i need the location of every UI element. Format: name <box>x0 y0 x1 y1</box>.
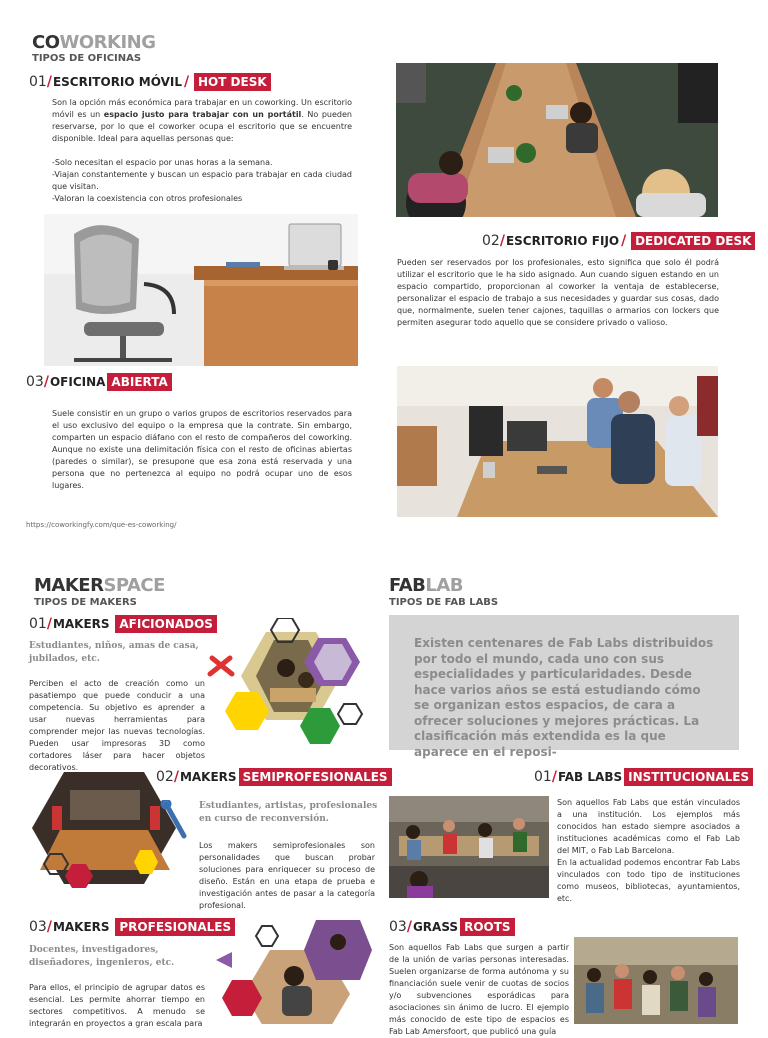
profesionales-description: Para ellos, el principio de agrupar datos es esencial. Les permite ahorrar tiempo en sectores competitivos. A menudo se integrarán en proyectos a gran escala para <box>29 983 205 1028</box>
section-institucionales-heading: 01 / FAB LABS INSTITUCIONALES <box>534 768 753 786</box>
aficionados-tag: AFICIONADOS <box>115 615 217 633</box>
hot-desk-tag: HOT DESK <box>194 73 271 91</box>
section-profesionales-heading: 03 / MAKERS PROFESIONALES <box>29 918 235 936</box>
fablab-intro-text: Existen centenares de Fab Labs distribuidos por todo el mundo, cada uno con sus especialidades y particularidades. Desde hace varios años se está estudiando cómo se organizan estos espacios, de cara a ofrecer soluciones y mejores prácticas. La clasificación más extendida es la que aparece en el reposi- <box>414 636 714 759</box>
bullet-item: -Viajan constantemente y buscan un espacio para trabajar en cada ciudad que visitan. <box>52 170 352 191</box>
open-office-description: Suele consistir en un grupo o varios grupos de escritorios reservados para el uso exclusivo del equipo o la empresa que la contrate. Sin embargo, comparten un espacio diáfano con el resto de compañeros del coworking. Aunque no existe una delimitación física con el resto de oficinas abiertas (paredes o similar), se presupone que esa zona está reservada y una persona que no pertenezca al equipo no podrá ocupar uno de esos lugares. <box>52 409 352 490</box>
coworking-brand: COWORKING <box>32 32 156 53</box>
aficionados-lead: Estudiantes, niños, amas de casa, jubilados, etc. <box>29 641 199 664</box>
semiprofesionales-tag: SEMIPROFESIONALES <box>239 768 392 786</box>
section-open-office-heading: 03 / OFICINA ABIERTA <box>26 373 172 391</box>
semiprofesionales-description: Los makers semiprofesionales son personalidades que buscan probar soluciones para enriquecer su proceso de diseño. Están en una etapa de prueba e investigación antes de pasar a la categoría profesional. <box>199 841 375 910</box>
institucionales-description: Son aquellos Fab Labs que están vinculados a una institución. Los ejemplos más conocidos han estado siempre asociados a instituciones académicas como el Fab Lab del MIT, o Fab Lab Barcelona. En la actualidad podemos encontrar Fab Labs vinculados con todo tipo de instituciones como museos, bibliotecas, ayuntamientos, etc. <box>557 798 740 903</box>
dedicated-desk-tag: DEDICATED DESK <box>631 232 755 250</box>
dedicated-desk-description: Pueden ser reservados por los profesionales, esto significa que solo él podrá utilizar el escritorio que le ha sido asignado. Aun cuando siguen estando en un espacio compartido, proporcionan al coworker la ventaja de establecerse, personalizar el espacio de trabajo a sus necesidades y guardar sus cosas, dado que, normalmente, suelen tener cajones, taquillas o armarios con lockers que permiten asegurar todo aquello que se considere privado o valioso. <box>397 258 719 327</box>
bullet-item: -Valoran la coexistencia con otros profesionales <box>52 194 243 203</box>
section-hot-desk-heading: 01 / ESCRITORIO MÓVIL / HOT DESK <box>29 73 271 91</box>
bullet-item: -Solo necesitan el espacio por unas horas a la semana. <box>52 158 273 167</box>
source-link[interactable]: https://coworkingfy.com/que-es-coworking/ <box>26 521 177 529</box>
semiprofesionales-lead: Estudiantes, artistas, profesionales en curso de reconversión. <box>199 801 378 824</box>
fablab-workshop-photo <box>389 796 549 898</box>
institucionales-tag: INSTITUCIONALES <box>624 768 753 786</box>
profesionales-tag: PROFESIONALES <box>115 918 235 936</box>
profesionales-hex-collage <box>212 920 372 1024</box>
fablab-brand: FABLAB <box>389 575 464 596</box>
profesionales-lead: Docentes, investigadores, diseñadores, ingenieros, etc. <box>29 945 175 968</box>
section-aficionados-heading: 01 / MAKERS AFICIONADOS <box>29 615 217 633</box>
section-dedicated-desk-heading: 02 / ESCRITORIO FIJO / DEDICATED DESK <box>482 232 755 250</box>
section-grassroots-heading: 03 / GRASS ROOTS <box>389 918 515 936</box>
coworking-subtitle: TIPOS DE OFICINAS <box>32 53 142 64</box>
makerspace-subtitle: TIPOS DE MAKERS <box>34 597 137 608</box>
section-semiprofesionales-heading: 02 / MAKERS SEMIPROFESIONALES <box>156 768 392 786</box>
hot-desk-photo <box>44 214 358 366</box>
grassroots-photo <box>574 937 738 1024</box>
aficionados-hex-collage <box>206 618 370 750</box>
grassroots-description: Son aquellos Fab Labs que surgen a partir de la unión de varias personas interesadas. Suelen organizarse de forma autónoma y su financiación suele venir de cuotas de socios y/o subvenciones esporádicas para asociaciones sin ánimo de lucro. El ejemplo más conocido de este tipo de espacios es Fab Lab Amersfoort, que publicó una guía <box>389 943 569 1036</box>
open-office-tag: ABIERTA <box>107 373 171 391</box>
open-office-photo <box>397 366 718 517</box>
grassroots-tag: ROOTS <box>460 918 514 936</box>
makerspace-brand: MAKERSPACE <box>34 575 165 596</box>
aficionados-description: Perciben el acto de creación como un pasatiempo que puede conducir a una competencia. Su objetivo es aprender a usar nuevas herramientas para comprender mejor las nuevas tecnologías. Pueden usar impresoras 3D como cortadores láser para hacer objetos decorativos. <box>29 679 205 772</box>
hot-desk-description: Son la opción más económica para trabajar en un coworking. Un escritorio móvil es un espacio justo para trabajar con un portátil. No pueden reservarse, por lo que el coworker ocupa el escritorio que se encuentre disponible. Ideal para aquellas personas que: -Solo necesitan el espacio por unas horas a la semana. -Viajan constantemente y buscan un espacio para trabajar en cada ciudad que visitan. -Valoran la coexistencia con otros profesionales <box>52 98 352 203</box>
fablab-subtitle: TIPOS DE FAB LABS <box>389 597 499 608</box>
coworking-room-photo <box>396 63 718 217</box>
wrench-icon <box>160 800 190 840</box>
